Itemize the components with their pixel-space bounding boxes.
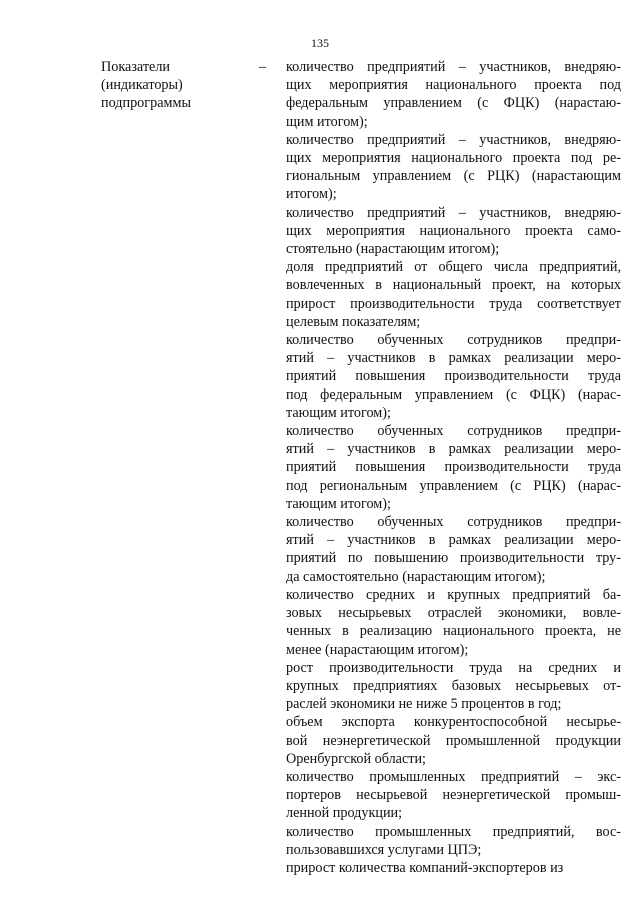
indicator-line: пользовавшихся услугами ЦПЭ;: [286, 841, 482, 858]
indicator-line: ятий – участников в рамках реализации меро-: [286, 532, 621, 549]
indicator-line: щих мероприятия национального проекта само-: [286, 222, 621, 239]
page-number: 135: [311, 36, 329, 50]
indicator-line: приятий повышения производительности труда: [286, 368, 621, 385]
indicator-line: под федеральным управлением (с ФЦК) (нарас-: [286, 386, 621, 403]
indicator-line: вой неэнергетической промышленной продукции: [286, 732, 621, 749]
indicator-item: [286, 713, 621, 768]
indicator-item: [286, 823, 621, 859]
indicator-line: тающим итогом);: [286, 404, 391, 421]
indicator-line: щих мероприятия национального проекта под: [286, 77, 621, 94]
indicator-line: прирост производительности труда соответствует: [286, 295, 621, 312]
indicator-line: объем экспорта конкурентоспособной несырье-: [286, 714, 621, 731]
indicator-item: [286, 586, 621, 659]
indicator-line: под региональным управлением (с РЦК) (нарас-: [286, 477, 621, 494]
indicator-line: ятий – участников в рамках реализации меро-: [286, 350, 621, 367]
indicator-item: [286, 513, 621, 586]
indicator-line: ятий – участников в рамках реализации меро-: [286, 441, 621, 458]
indicator-line: итогом);: [286, 186, 337, 203]
indicator-line: гиональным управлением (с РЦК) (нарастающим: [286, 168, 621, 185]
separator-dash: –: [259, 59, 267, 75]
indicator-line: количество обученных сотрудников предпри-: [286, 332, 621, 349]
indicator-line: стоятельно (нарастающим итогом);: [286, 241, 500, 258]
indicator-line: рост производительности труда на средних и: [286, 659, 621, 676]
indicator-line: раслей экономики не ниже 5 процентов в год;: [286, 696, 562, 713]
indicator-item: [286, 659, 621, 714]
indicator-line: количество промышленных предприятий – экс-: [286, 768, 621, 785]
indicator-line: целевым показателям;: [286, 313, 421, 330]
indicator-line: количество предприятий – участников, внедряю-: [286, 59, 621, 75]
indicator-item: [286, 131, 621, 204]
indicator-item: [286, 422, 621, 513]
indicator-line: щим итогом);: [286, 113, 368, 130]
indicator-line: количество предприятий – участников, внедряю-: [286, 204, 621, 221]
indicator-line: крупных предприятиях базовых несырьевых от-: [286, 677, 621, 694]
label-line: Показатели: [101, 59, 171, 75]
indicator-item: [286, 331, 621, 422]
indicator-line: менее (нарастающим итогом);: [286, 641, 469, 658]
indicator-line: федеральным управлением (с ФЦК) (нарастаю-: [286, 95, 621, 112]
indicator-line: приятий по повышению производительности тру-: [286, 550, 621, 567]
indicator-line: доля предприятий от общего числа предприятий,: [286, 259, 621, 276]
indicator-item: [286, 204, 621, 259]
indicator-line: ленной продукции;: [286, 805, 403, 822]
indicators-list: [286, 58, 621, 877]
indicator-item: [286, 258, 621, 331]
indicator-item: [286, 859, 621, 877]
indicator-line: щих мероприятия национального проекта под ре-: [286, 150, 621, 167]
indicator-line: приятий повышения производительности труда: [286, 459, 621, 476]
indicator-line: прирост количества компаний-экспортеров из: [286, 859, 564, 876]
indicator-line: количество обученных сотрудников предпри-: [286, 514, 621, 531]
indicators-label: [101, 58, 241, 113]
indicator-line: ченных в реализацию национального проекта, не: [286, 623, 621, 640]
indicator-line: да самостоятельно (нарастающим итогом);: [286, 568, 546, 585]
label-line: подпрограммы: [101, 95, 191, 112]
indicator-line: Оренбургской области;: [286, 750, 426, 767]
indicator-line: количество обученных сотрудников предпри-: [286, 423, 621, 440]
indicator-line: вовлеченных в национальный проект, на которых: [286, 277, 621, 294]
indicator-line: количество промышленных предприятий, вос-: [286, 823, 621, 840]
indicator-line: тающим итогом);: [286, 495, 391, 512]
indicator-line: количество предприятий – участников, внедряю-: [286, 131, 621, 148]
indicator-line: количество средних и крупных предприятий ба-: [286, 586, 621, 603]
indicator-line: зовых несырьевых отраслей экономики, вовле-: [286, 605, 621, 622]
label-line: (индикаторы): [101, 77, 183, 94]
indicator-item: [286, 58, 621, 131]
indicator-line: портеров несырьевой неэнергетической промыш-: [286, 787, 621, 804]
indicator-item: [286, 768, 621, 823]
